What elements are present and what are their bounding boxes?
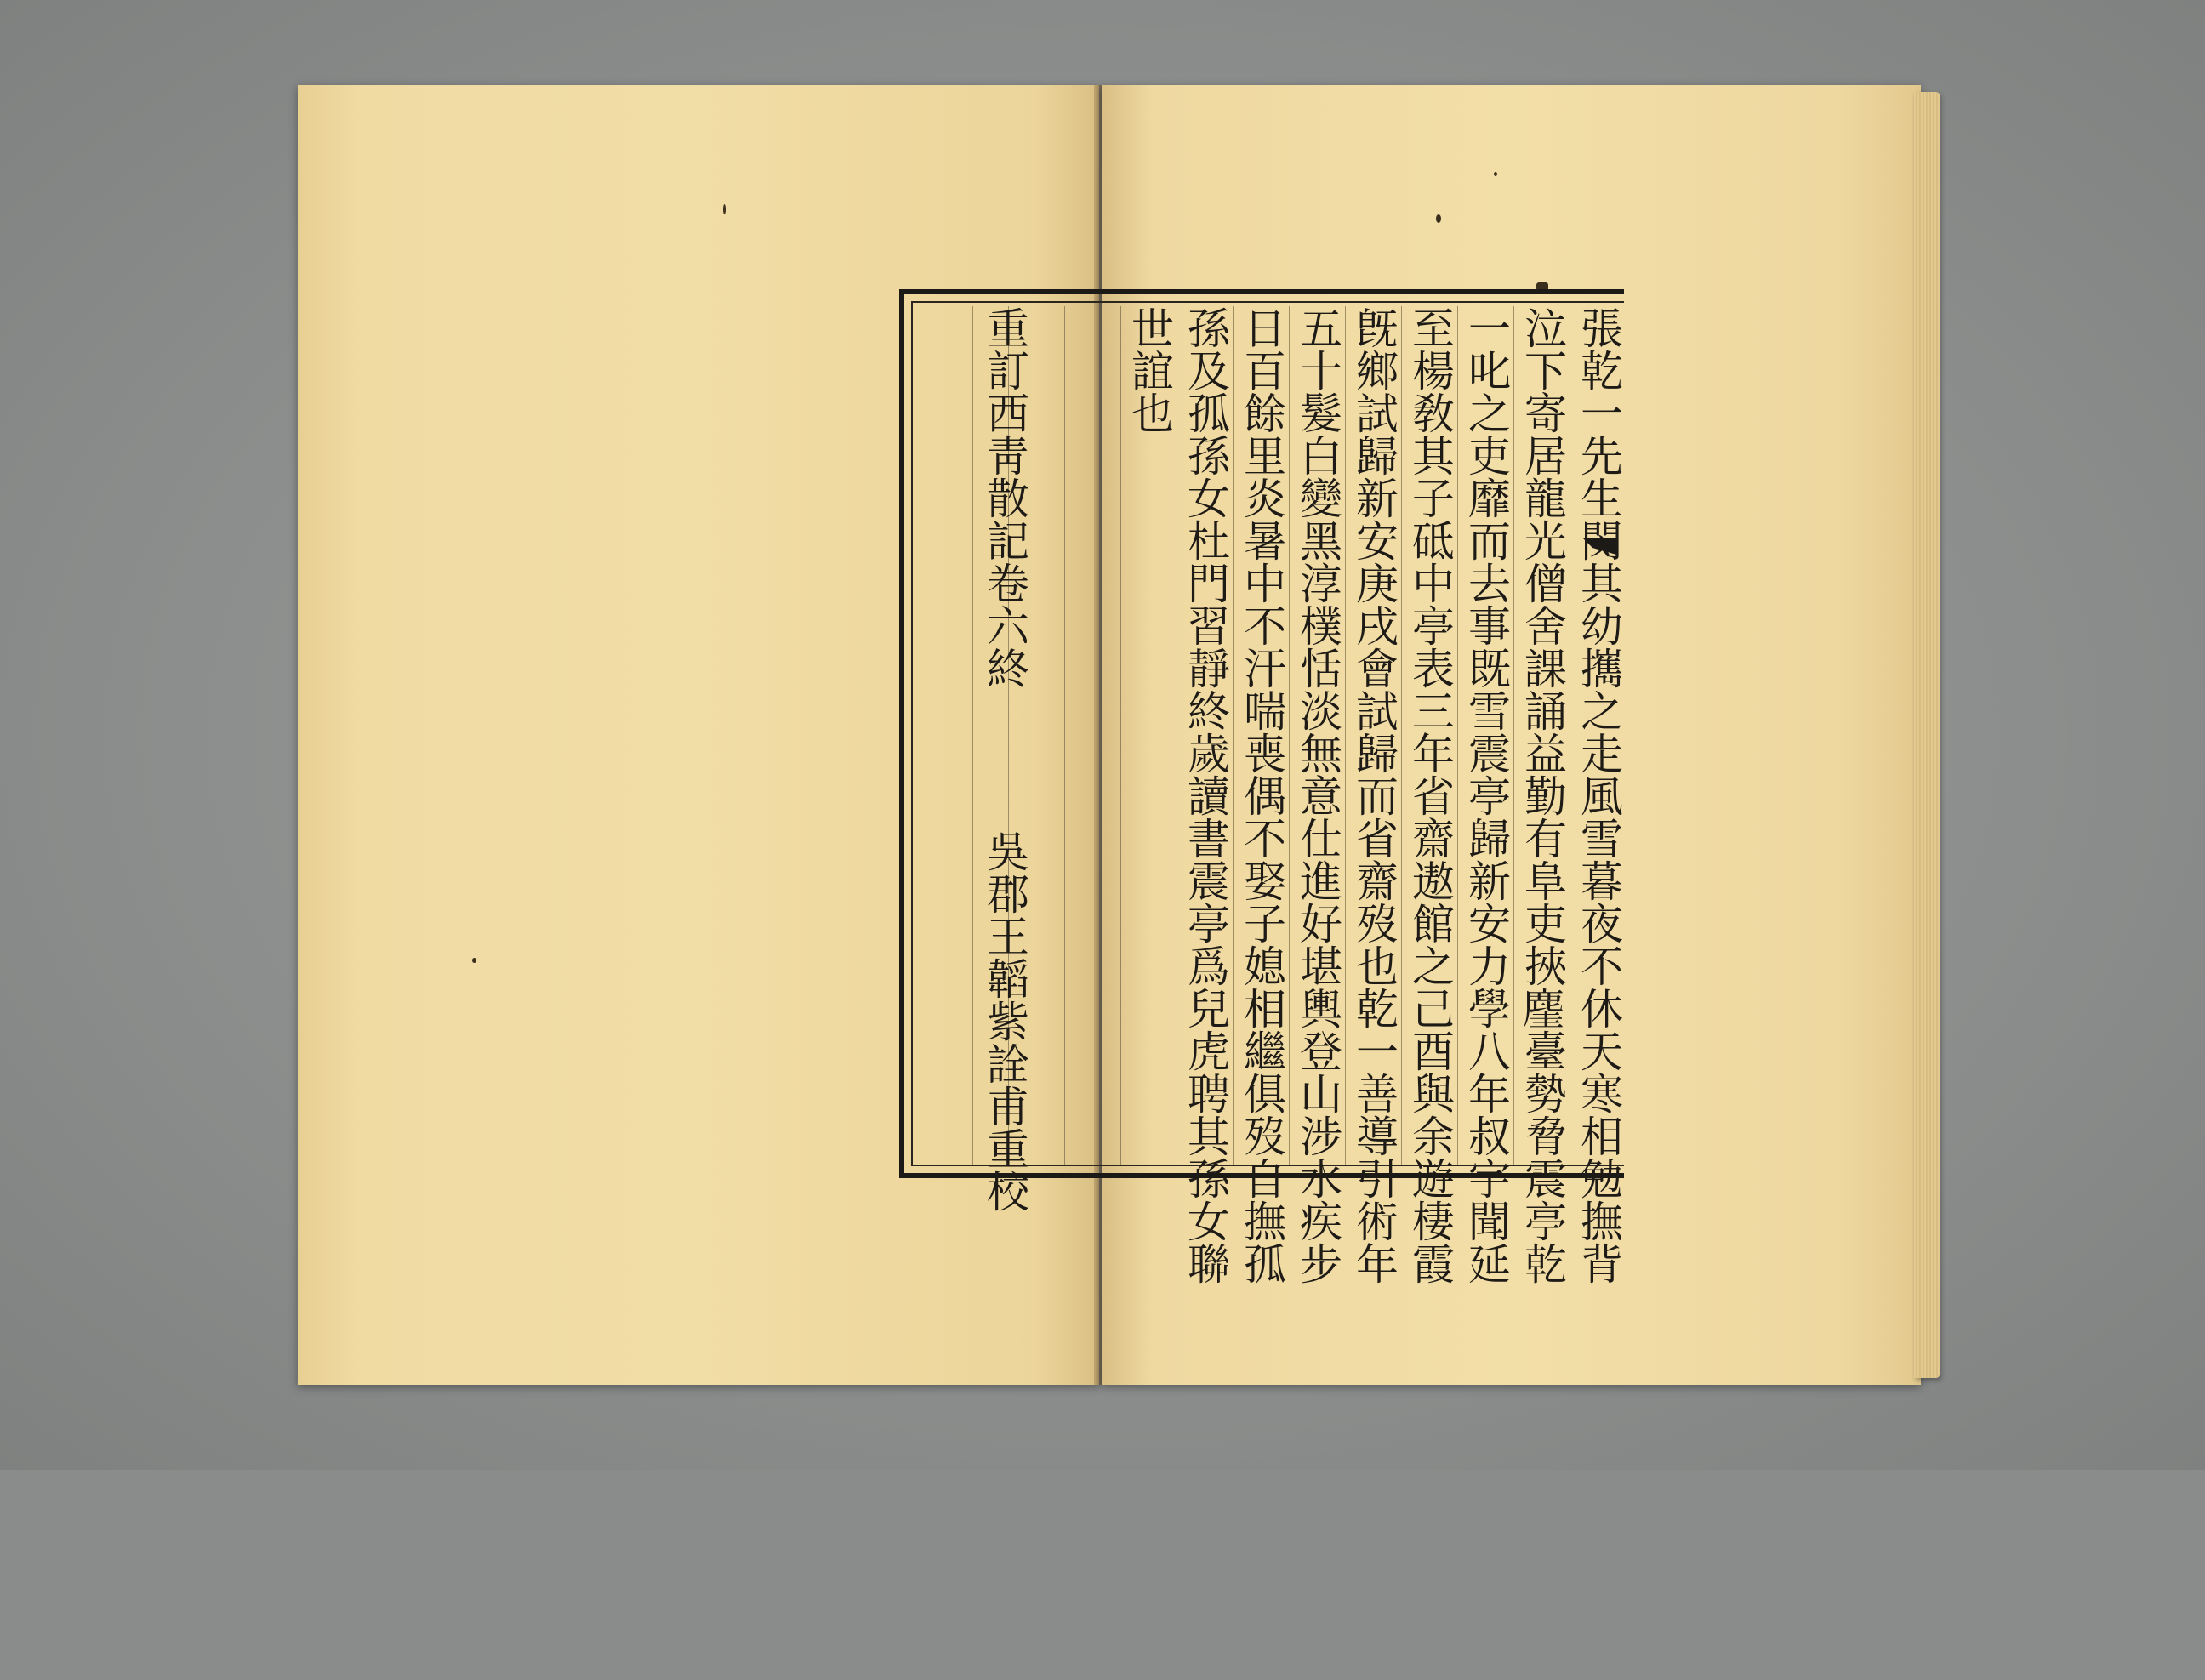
column-rule — [1289, 306, 1290, 1165]
text-column-4: 至楊敎其子砥中亭表三年省齋遨館之己酉與余遊棲霞 — [1405, 306, 1455, 1284]
text-column-6: 五十髮白變黑淳樸恬淡無意仕進好堪輿登山涉水疾步 — [1293, 306, 1342, 1284]
column-rule — [1401, 306, 1402, 1165]
page-stack-edge — [1914, 92, 1940, 1378]
text-column-1: 張乾一先生閔其幼𢹂之走風雪暮夜不休天寒相勉撫背 — [1574, 306, 1623, 1284]
text-column-7: 日百餘里炎暑中不汗喘喪偶不娶子媳相繼俱歿自撫孤 — [1237, 306, 1286, 1284]
text-column-5: 旣鄉試歸新安庚戌會試歸而省齋歿也乾一善導引術年 — [1349, 306, 1399, 1284]
column-rule — [1233, 306, 1234, 1165]
paper-speck — [1494, 172, 1497, 176]
colophon-title: 重訂西靑散記卷六終 — [980, 306, 1029, 689]
column-rule — [1345, 306, 1346, 1165]
text-column-9: 世誼也 — [1125, 306, 1174, 434]
column-rule — [972, 306, 973, 1165]
text-column-3: 一叱之吏靡而去事既雪震亭歸新安力學八年叔宇聞延 — [1461, 306, 1511, 1284]
text-column-8: 孫及孤孫女杜門習靜終歲讀書震亭爲兒虎聘其孫女聯 — [1181, 306, 1230, 1284]
text-column-2: 泣下寄居龍光僧舍課誦益勤有阜吏挾𪊧臺勢脅震亭乾 — [1518, 306, 1567, 1284]
paper-speck — [723, 204, 726, 214]
column-rule — [1064, 306, 1065, 1165]
column-rule — [1513, 306, 1514, 1165]
column-rule — [1120, 306, 1121, 1165]
colophon-editor: 吳郡王韜紫詮甫重校 — [980, 829, 1029, 1212]
column-rule — [1457, 306, 1458, 1165]
paper-speck — [472, 958, 476, 963]
paper-speck — [1436, 214, 1441, 223]
